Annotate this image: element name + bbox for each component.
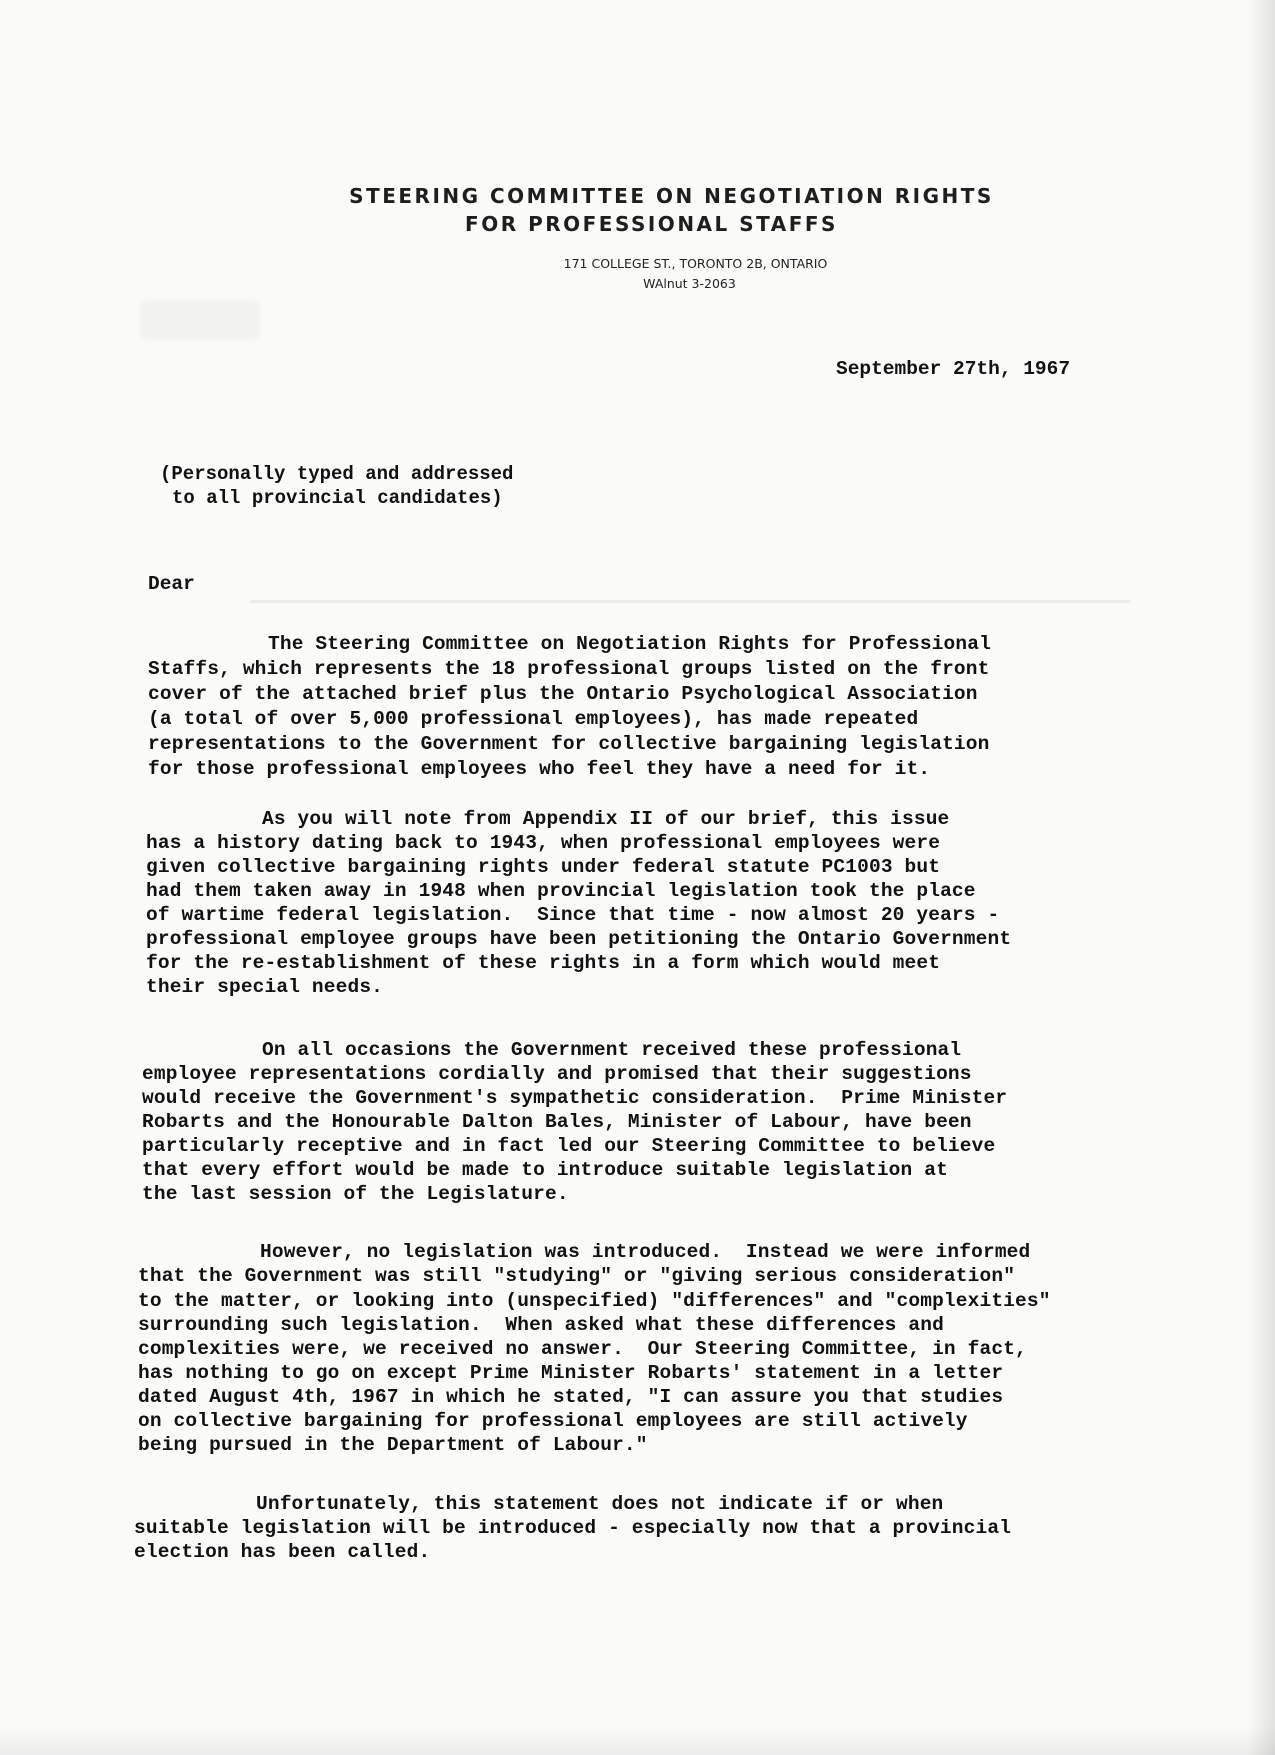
paragraph-line: Unfortunately, this statement does not indicate if or when <box>256 1493 944 1515</box>
paragraph-line: suitable legislation will be introduced - especially now that a provincial <box>134 1517 1012 1539</box>
paragraph-line: for the re-establishment of these rights in a form which would meet <box>146 952 941 974</box>
paragraph-line: representations to the Government for collective bargaining legislation <box>148 733 990 755</box>
paragraph-line: being pursued in the Department of Labour." <box>138 1434 648 1456</box>
letterhead-address: 171 COLLEGE ST., TORONTO 2B, ONTARIO <box>563 256 828 271</box>
paragraph-line: for those professional employees who feel they have a need for it. <box>148 758 931 780</box>
letterhead-title-line-2: FOR PROFESSIONAL STAFFS <box>465 212 838 236</box>
paragraph-line: would receive the Government's sympathetic consideration. Prime Minister <box>142 1087 1008 1109</box>
paragraph-line: The Steering Committee on Negotiation Rights for Professional <box>268 633 991 655</box>
paragraph-line: surrounding such legislation. When asked what these differences and <box>138 1314 944 1336</box>
paragraph-line: their special needs. <box>146 976 384 998</box>
paragraph-line: had them taken away in 1948 when provincial legislation took the place <box>146 880 976 902</box>
paragraph-line: Robarts and the Honourable Dalton Bales, Minister of Labour, have been <box>142 1111 972 1133</box>
paragraph-line: has nothing to go on except Prime Minister Robarts' statement in a letter <box>138 1362 1004 1384</box>
letter-date: September 27th, 1967 <box>836 358 1071 380</box>
paragraph-line: particularly receptive and in fact led our Steering Committee to believe <box>142 1135 996 1157</box>
paragraph-line: dated August 4th, 1967 in which he stated, "I can assure you that studies <box>138 1386 1004 1408</box>
bleed-through-line <box>250 600 1130 603</box>
paragraph-line: Staffs, which represents the 18 professional groups listed on the front <box>148 658 990 680</box>
page-bottom-shadow <box>0 1725 1275 1755</box>
paragraph-line: As you will note from Appendix II of our brief, this issue <box>262 808 950 830</box>
paragraph-line: professional employee groups have been petitioning the Ontario Government <box>146 928 1012 950</box>
paragraph-line: to the matter, or looking into (unspecified) "differences" and "complexities" <box>138 1290 1051 1312</box>
paragraph-line: that every effort would be made to introduce suitable legislation at <box>142 1159 948 1181</box>
paragraph-line: has a history dating back to 1943, when professional employees were <box>146 832 941 854</box>
paragraph-line: employee representations cordially and promised that their suggestions <box>142 1063 972 1085</box>
paragraph-line: given collective bargaining rights under federal statute PC1003 but <box>146 856 941 878</box>
paragraph-line: complexities were, we received no answer. Our Steering Committee, in fact, <box>138 1338 1027 1360</box>
paragraph-line: (a total of over 5,000 professional employees), has made repeated <box>148 708 919 730</box>
letterhead-title-line-1: STEERING COMMITTEE ON NEGOTIATION RIGHTS <box>349 184 994 208</box>
paragraph-line: on collective bargaining for professional employees are still actively <box>138 1410 968 1432</box>
paragraph-line: cover of the attached brief plus the Ontario Psychological Association <box>148 683 978 705</box>
paragraph-line: that the Government was still "studying" or "giving serious consideration" <box>138 1265 1016 1287</box>
distribution-note-line-1: (Personally typed and addressed <box>160 463 514 485</box>
distribution-note-line-2: to all provincial candidates) <box>172 487 503 509</box>
bleed-through-mark <box>140 300 260 340</box>
paragraph-line: the last session of the Legislature. <box>142 1183 569 1205</box>
paragraph-line: On all occasions the Government received these professional <box>262 1039 962 1061</box>
paragraph-line: However, no legislation was introduced. Instead we were informed <box>260 1241 1031 1263</box>
salutation: Dear <box>148 573 195 595</box>
letterhead-phone: WAlnut 3-2063 <box>643 276 736 291</box>
paragraph-line: election has been called. <box>134 1541 431 1563</box>
paragraph-line: of wartime federal legislation. Since that time - now almost 20 years - <box>146 904 1000 926</box>
